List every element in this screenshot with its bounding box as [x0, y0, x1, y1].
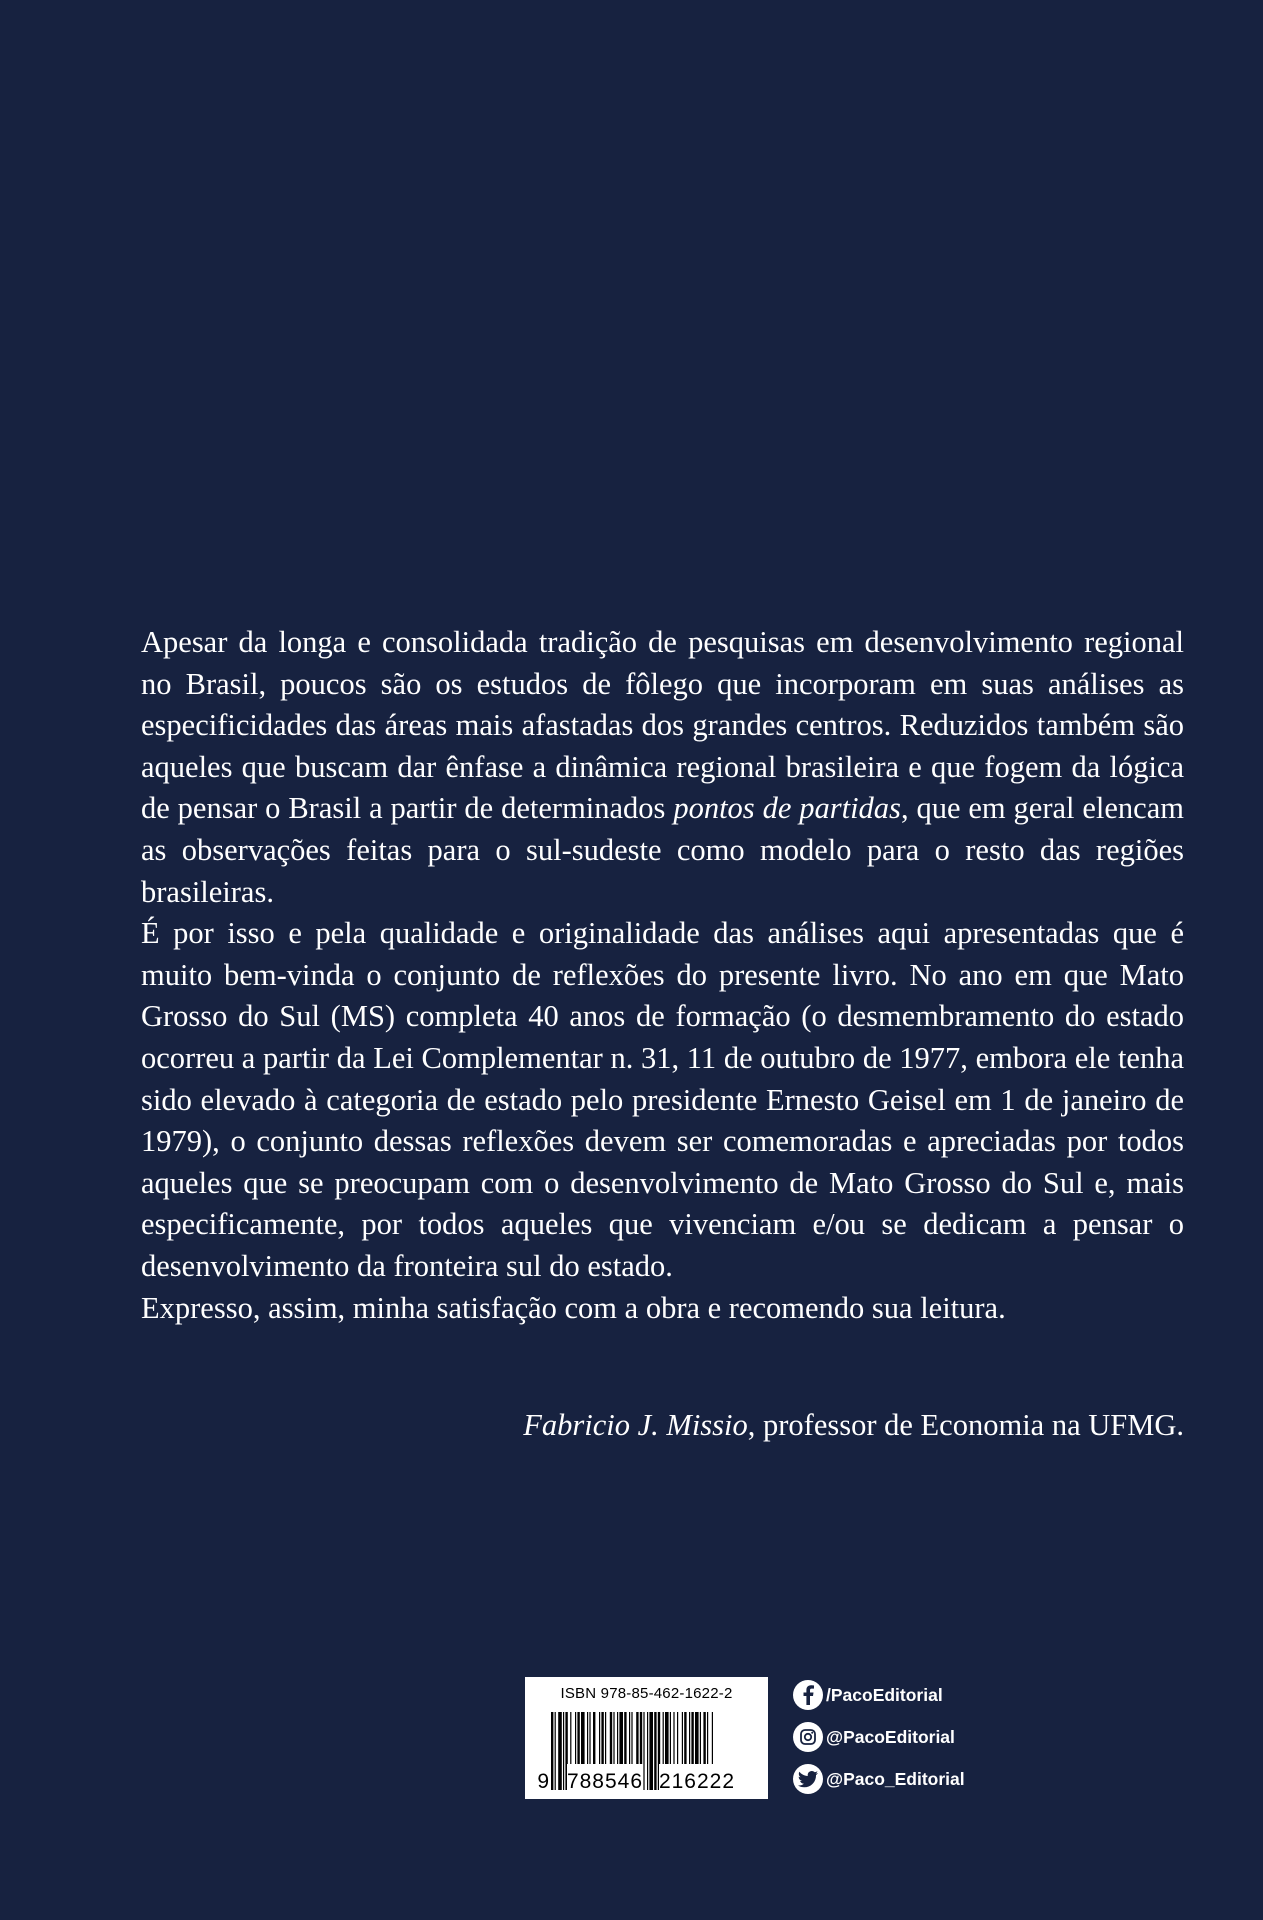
signature: [523, 1404, 1184, 1446]
barcode-bar: [649, 1712, 653, 1790]
signature-author: Fabricio J. Missio: [523, 1408, 748, 1442]
barcode-bar: [654, 1712, 656, 1790]
blurb-p1-end: , que em geral elencam as observações feitas para o sul-sudeste como modelo para o resto das regiões brasileiras.: [141, 791, 1184, 909]
barcode-bar: [558, 1712, 562, 1790]
blurb-paragraph-1: [141, 622, 1184, 913]
barcode-group-2: 216222: [658, 1770, 736, 1793]
barcode-bar: [551, 1712, 553, 1790]
isbn-barcode: [525, 1677, 768, 1799]
barcode-bar: [555, 1712, 556, 1790]
facebook-handle: /PacoEditorial: [826, 1684, 943, 1705]
social-links: [793, 1678, 965, 1804]
isbn-label: ISBN 978-85-462-1622-2: [560, 1685, 733, 1702]
signature-role: , professor de Economia na UFMG.: [747, 1408, 1184, 1442]
twitter-handle: @Paco_Editorial: [826, 1768, 965, 1789]
instagram-icon: [793, 1722, 823, 1752]
blurb-text: [141, 622, 1184, 1329]
barcode-group-1: 788546: [566, 1770, 644, 1793]
barcode-bars: [537, 1712, 757, 1793]
barcode-bar: [647, 1712, 648, 1790]
facebook-icon: [793, 1680, 823, 1710]
social-twitter[interactable]: [793, 1762, 965, 1796]
blurb-p1-start: Apesar da longa e consolidada tradição de pesquisas em desenvolvimento regional no Brasil, poucos são os estudos de fôlego que incorporam em suas análises as especificidades das áreas mais afastadas dos grandes centros. Reduzidos também são aqueles que buscam dar ênfase a dinâmica regional brasileira e que fogem da lógica de pensar o Brasil a partir de determinados: [141, 625, 1184, 826]
blurb-paragraph-2: É por isso e pela qualidade e originalidade das análises aqui apresentadas que é muito bem-vinda o conjunto de reflexões do presente livro. No ano em que Mato Grosso do Sul (MS) completa 40 anos de formação (o desmembramento do estado ocorreu a partir da Lei Complementar n. 31, 11 de outubro de 1977, embora ele tenha sido elevado à categoria de estado pelo presidente Ernesto Geisel em 1 de janeiro de 1979), o conjunto dessas reflexões devem ser comemoradas e apreciadas por todos aqueles que se preocupam com o desenvolvimento de Mato Grosso do Sul e, mais especificamente, por todos aqueles que vivenciam e/ou se dedicam a pensar o desenvolvimento da fronteira sul do estado.: [141, 916, 1184, 1283]
twitter-icon: [793, 1764, 823, 1794]
instagram-handle: @PacoEditorial: [826, 1726, 955, 1747]
barcode-bar: [563, 1712, 564, 1790]
barcode-bar: [643, 1712, 644, 1790]
social-instagram[interactable]: [793, 1720, 965, 1754]
social-facebook[interactable]: [793, 1678, 965, 1712]
blurb-p1-italic: pontos de partidas: [673, 791, 901, 826]
barcode-first-digit: 9: [537, 1770, 549, 1793]
blurb-paragraph-3: Expresso, assim, minha satisfação com a obra e recomendo sua leitura.: [141, 1290, 1006, 1325]
